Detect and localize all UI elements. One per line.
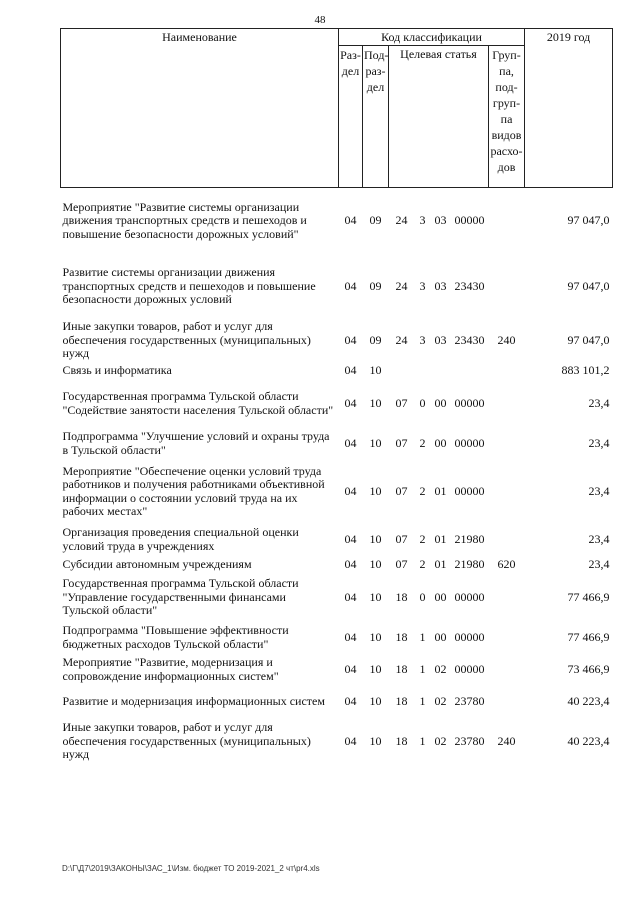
row-target-event: 00: [434, 435, 447, 450]
row-target-event: 00: [434, 629, 447, 644]
row-podrazdel: 09: [369, 213, 382, 227]
row-vid: 240: [497, 332, 516, 347]
header-year: 2019 год: [525, 29, 613, 188]
row-vid: 240: [497, 733, 516, 748]
header-razdel: Раз- дел: [339, 46, 363, 188]
row-sum: 97 047,0: [567, 332, 610, 347]
row-name: Мероприятие "Развитие, модернизация и сопровождение информационных систем": [62, 655, 279, 683]
row-podrazdel: 10: [369, 435, 382, 450]
row-name: Иные закупки товаров, работ и услуг для обеспечения государственных (муниципальных) нужд: [62, 319, 311, 361]
row-target-subprogram: 2: [419, 556, 426, 571]
row-target-program: 24: [395, 278, 408, 293]
table-row: [61, 686, 613, 718]
row-target-subprogram: 3: [419, 332, 426, 347]
row-target-program: 18: [395, 589, 408, 604]
row-target-direction: 00000: [454, 483, 485, 498]
row-razdel: 04: [344, 531, 357, 546]
row-target-event: 01: [434, 483, 447, 498]
row-vid: [489, 362, 525, 380]
table-body: [61, 188, 613, 766]
row-target-program: 24: [395, 213, 408, 227]
row-vid: [489, 574, 525, 622]
row-target-subprogram: 3: [419, 213, 426, 227]
row-razdel: 04: [344, 395, 357, 410]
table-row: [61, 524, 613, 556]
row-razdel: 04: [344, 332, 357, 347]
row-vid: [489, 380, 525, 428]
row-podrazdel: 10: [369, 733, 382, 748]
row-target-program: 18: [395, 629, 408, 644]
row-podrazdel: 10: [369, 693, 382, 708]
row-name: Иные закупки товаров, работ и услуг для обеспечения государственных (муниципальных) нужд: [62, 720, 311, 762]
row-target-program: 18: [395, 661, 408, 676]
row-name: Развитие и модернизация информационных систем: [62, 693, 325, 708]
row-target-direction: 23780: [454, 693, 485, 708]
table-row: [61, 622, 613, 654]
row-name: Государственная программа Тульской области "Содействие занятости населения Тульской области": [62, 389, 334, 417]
row-sum: 23,4: [588, 556, 610, 571]
row-razdel: 04: [344, 629, 357, 644]
row-target-event: 00: [434, 395, 447, 410]
row-sum: 73 466,9: [567, 661, 610, 676]
row-target-event: 00: [434, 589, 447, 604]
row-target-event: 02: [434, 661, 447, 676]
table-row: [61, 574, 613, 622]
row-sum: 77 466,9: [567, 629, 610, 644]
row-podrazdel: 10: [369, 395, 382, 410]
row-target-subprogram: 0: [419, 589, 426, 604]
row-target-event: 01: [434, 556, 447, 571]
row-target-subprogram: 0: [419, 395, 426, 410]
row-target-direction: 00000: [454, 213, 485, 227]
row-target-event: 02: [434, 693, 447, 708]
row-name: Мероприятие "Развитие системы организации движения транспортных средств и пешеходов и повышение безопасности дорожных условий": [62, 199, 307, 241]
table-row: [61, 254, 613, 320]
row-vid: [489, 524, 525, 556]
row-podrazdel: 10: [369, 589, 382, 604]
row-razdel: 04: [344, 483, 357, 498]
row-target-program: 07: [395, 395, 408, 410]
table-row: [61, 460, 613, 524]
row-razdel: 04: [344, 589, 357, 604]
row-razdel: 04: [344, 435, 357, 450]
row-sum: 883 101,2: [561, 362, 610, 377]
row-vid: [489, 686, 525, 718]
row-sum: 23,4: [588, 435, 610, 450]
row-name: Субсидии автономным учреждениям: [62, 556, 252, 571]
table-row: [61, 718, 613, 766]
header-podrazdel: Под- раз- дел: [363, 46, 389, 188]
row-target-program: 07: [395, 483, 408, 498]
row-target-program: 07: [395, 531, 408, 546]
row-target-event: 01: [434, 531, 447, 546]
row-podrazdel: 09: [369, 332, 382, 347]
row-name: Организация проведения специальной оценки условий труда в учреждениях: [62, 525, 299, 553]
table-row: [61, 362, 613, 380]
row-podrazdel: 10: [369, 531, 382, 546]
row-target-program: 07: [395, 435, 408, 450]
table-row: [61, 320, 613, 362]
row-podrazdel: 10: [369, 661, 382, 676]
row-sum: 97 047,0: [567, 213, 610, 227]
row-razdel: 04: [344, 556, 357, 571]
row-vid: [489, 428, 525, 460]
row-vid: [489, 654, 525, 686]
row-target-direction: 00000: [454, 589, 485, 604]
row-target-subprogram: 3: [419, 278, 426, 293]
row-sum: 40 223,4: [567, 733, 610, 748]
row-target-event: 03: [434, 213, 447, 227]
row-sum: 23,4: [588, 483, 610, 498]
row-target-event: 03: [434, 332, 447, 347]
row-target-direction: 21980: [454, 531, 485, 546]
footer-file-path: D:\Г\Д7\2019\ЗАКОНЫ\ЗАС_1\Изм. бюджет ТО 2019-2021_2 чт\pr4.xls: [62, 864, 320, 873]
row-target-subprogram: 1: [419, 661, 426, 676]
row-sum: 40 223,4: [567, 693, 610, 708]
table-row: [61, 188, 613, 254]
row-podrazdel: 10: [369, 556, 382, 571]
row-target-direction: 23430: [454, 278, 485, 293]
row-name: Связь и информатика: [62, 362, 172, 377]
row-vid: 620: [497, 556, 516, 571]
row-target-subprogram: 1: [419, 693, 426, 708]
row-razdel: 04: [344, 693, 357, 708]
row-sum: 23,4: [588, 531, 610, 546]
row-target-subprogram: 1: [419, 629, 426, 644]
row-razdel: 04: [344, 278, 357, 293]
row-name: Государственная программа Тульской области "Управление государственными финансами Тульской области": [62, 576, 299, 618]
row-target-event: [431, 362, 451, 380]
row-sum: 97 047,0: [567, 278, 610, 293]
row-target-subprogram: 2: [419, 483, 426, 498]
page-number: 48: [314, 14, 326, 26]
row-target-subprogram: 2: [419, 531, 426, 546]
row-target-program: 18: [395, 693, 408, 708]
row-target-program: [389, 362, 415, 380]
header-classification: Код классификации: [339, 29, 525, 46]
row-sum: 23,4: [588, 395, 610, 410]
table-row: [61, 654, 613, 686]
table-row: [61, 380, 613, 428]
row-target-direction: 00000: [454, 629, 485, 644]
row-name: Мероприятие "Обеспечение оценки условий труда работников и получения работниками объективной информации о состоянии условий труда на их рабочих местах": [62, 463, 325, 518]
budget-table: [60, 28, 613, 766]
header-vid: Груп- па, под- груп- па видов расхо- дов: [489, 46, 525, 188]
row-podrazdel: 09: [369, 278, 382, 293]
row-target-direction: 00000: [454, 435, 485, 450]
row-target-subprogram: [415, 362, 431, 380]
row-target-subprogram: 2: [419, 435, 426, 450]
row-podrazdel: 10: [369, 629, 382, 644]
row-target-direction: 23780: [454, 733, 485, 748]
row-name: Подпрограмма "Улучшение условий и охраны труда в Тульской области": [62, 429, 330, 457]
table-row: [61, 556, 613, 574]
row-vid: [489, 254, 525, 320]
table-header: [61, 29, 613, 188]
row-target-direction: 00000: [454, 395, 485, 410]
row-target-direction: 23430: [454, 332, 485, 347]
header-name: Наименование: [61, 29, 339, 188]
row-target-event: 02: [434, 733, 447, 748]
row-sum: 77 466,9: [567, 589, 610, 604]
header-target: Целевая статья: [389, 46, 489, 188]
row-vid: [489, 188, 525, 254]
row-target-direction: 21980: [454, 556, 485, 571]
row-target-direction: [451, 362, 489, 380]
row-target-direction: 00000: [454, 661, 485, 676]
row-target-program: 24: [395, 332, 408, 347]
row-target-program: 18: [395, 733, 408, 748]
row-razdel: 04: [344, 661, 357, 676]
row-razdel: 04: [344, 213, 357, 227]
row-target-event: 03: [434, 278, 447, 293]
row-podrazdel: 10: [369, 483, 382, 498]
row-podrazdel: 10: [369, 362, 382, 377]
row-target-program: 07: [395, 556, 408, 571]
row-vid: [489, 460, 525, 524]
row-razdel: 04: [344, 733, 357, 748]
row-vid: [489, 622, 525, 654]
row-name: Подпрограмма "Повышение эффективности бюджетных расходов Тульской области": [62, 623, 289, 651]
row-razdel: 04: [344, 362, 357, 377]
row-target-subprogram: 1: [419, 733, 426, 748]
table-row: [61, 428, 613, 460]
row-name: Развитие системы организации движения транспортных средств и пешеходов и повышение безопасности дорожных условий: [62, 265, 316, 307]
